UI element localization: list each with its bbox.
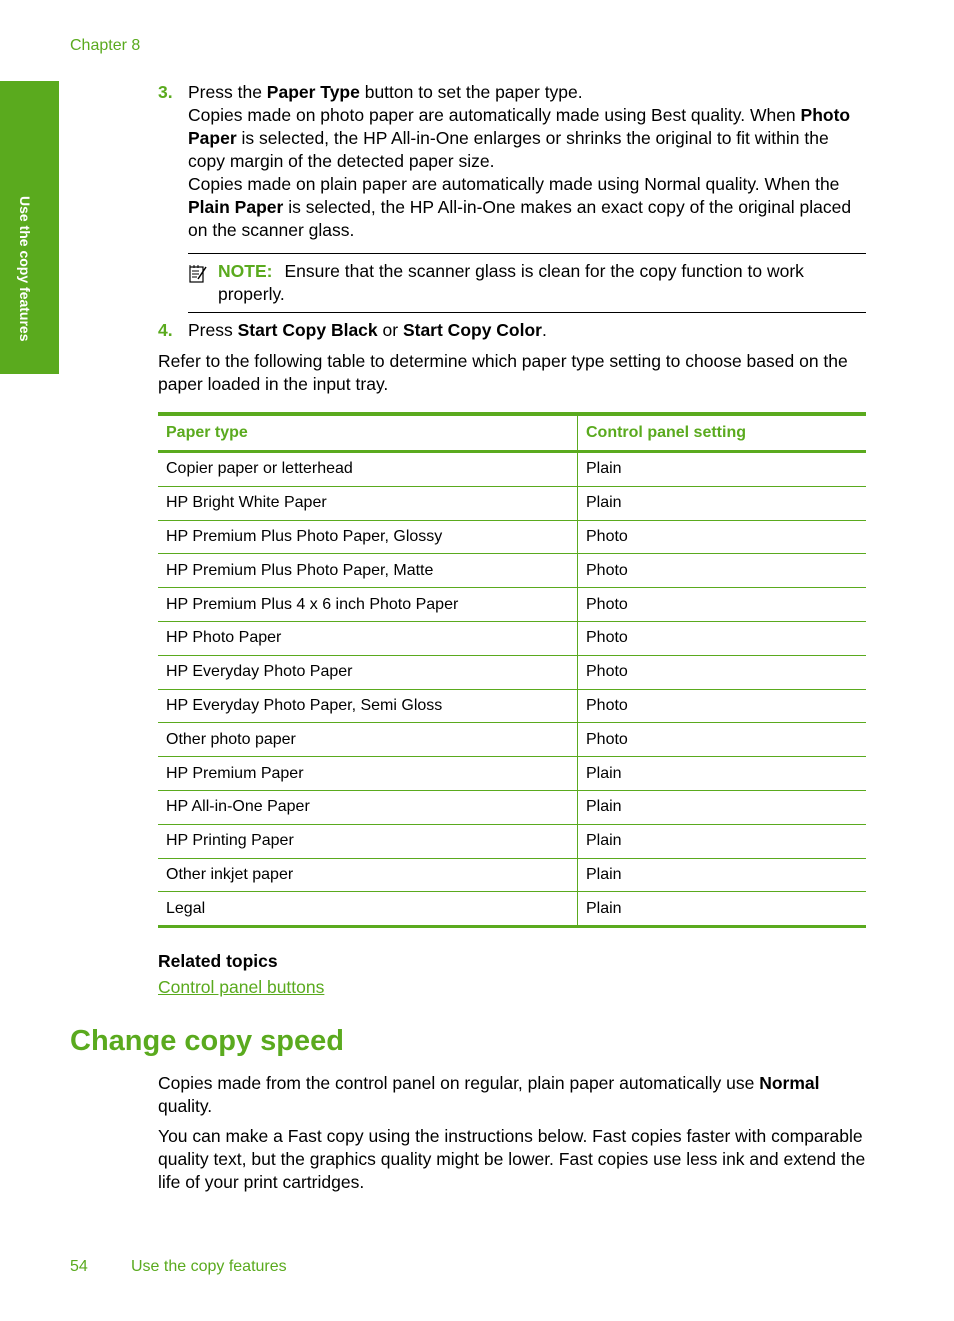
- cell-control-panel-setting: Photo: [578, 621, 867, 655]
- cell-control-panel-setting: Plain: [578, 790, 867, 824]
- side-tab-label: Use the copy features: [17, 196, 33, 342]
- step-3: [158, 81, 866, 242]
- cell-control-panel-setting: Photo: [578, 554, 867, 588]
- note-icon: [188, 264, 208, 284]
- cell-paper-type: HP All-in-One Paper: [158, 790, 578, 824]
- table-row: [158, 588, 866, 622]
- start-copy-black-ref: Start Copy Black: [237, 320, 378, 340]
- step-3-photo-paragraph: Copies made on photo paper are automatically made using Best quality. When Photo Paper is selected, the HP All-in-One enlarges or shrinks the original to fit within the copy margin of the detected paper size.: [188, 105, 851, 171]
- cell-control-panel-setting: Plain: [578, 824, 867, 858]
- cell-control-panel-setting: Plain: [586, 899, 622, 917]
- cell-paper-type: HP Photo Paper: [158, 621, 578, 655]
- section-paragraph-2: You can make a Fast copy using the instructions below. Fast copies faster with comparable quality text, but the graphics quality might be lower. Fast copies use less ink and extend the life of your print cartridges.: [158, 1126, 866, 1192]
- table-row: [158, 520, 866, 554]
- table-row: [158, 452, 866, 487]
- step-number: 4.: [158, 320, 173, 340]
- cell-paper-type: HP Premium Plus Photo Paper, Matte: [158, 554, 578, 588]
- table-row: [158, 790, 866, 824]
- cell-paper-type: HP Bright White Paper: [158, 486, 578, 520]
- note-label: NOTE:: [218, 261, 273, 281]
- cell-paper-type: HP Premium Plus 4 x 6 inch Photo Paper: [158, 588, 578, 622]
- cell-paper-type: HP Printing Paper: [158, 824, 578, 858]
- control-panel-buttons-link[interactable]: Control panel buttons: [158, 977, 325, 997]
- related-topics-title: Related topics: [158, 951, 278, 971]
- paper-type-button-ref: Paper Type: [266, 82, 360, 102]
- cell-control-panel-setting: Photo: [578, 689, 867, 723]
- note-box: [188, 253, 866, 313]
- cell-paper-type: Legal: [158, 892, 578, 927]
- cell-paper-type: HP Everyday Photo Paper: [158, 655, 578, 689]
- cell-control-panel-setting: Plain: [578, 486, 867, 520]
- table-row: [158, 486, 866, 520]
- table-row: [158, 689, 866, 723]
- cell-paper-type: Other inkjet paper: [158, 858, 578, 892]
- cell-control-panel-setting: Photo: [578, 655, 867, 689]
- table-row: [158, 554, 866, 588]
- table-row: [158, 858, 866, 892]
- cell-control-panel-setting: Plain: [578, 452, 867, 487]
- header-control-panel-setting: Control panel setting: [578, 414, 867, 452]
- cell-paper-type: Other photo paper: [158, 723, 578, 757]
- section-paragraph-1: Copies made from the control panel on regular, plain paper automatically use Normal quality.: [158, 1073, 820, 1116]
- table-row: [158, 757, 866, 791]
- table-row: [158, 892, 866, 927]
- step-4: [158, 319, 866, 342]
- table-row: [158, 824, 866, 858]
- table-row: [158, 655, 866, 689]
- step-4-line: Press Start Copy Black or Start Copy Color.: [188, 320, 547, 340]
- cell-control-panel-setting: Plain: [578, 858, 867, 892]
- cell-paper-type: HP Premium Plus Photo Paper, Glossy: [158, 520, 578, 554]
- paper-type-table: [158, 412, 866, 928]
- cell-paper-type: Copier paper or letterhead: [158, 452, 578, 487]
- step-3-plain-paragraph: Copies made on plain paper are automatically made using Normal quality. When the Plain Paper is selected, the HP All-in-One makes an exact copy of the original placed on the scanner glass.: [188, 174, 852, 240]
- cell-control-panel-setting: Photo: [578, 588, 867, 622]
- footer-title: Use the copy features: [131, 1258, 287, 1275]
- page-number: 54: [70, 1258, 88, 1275]
- table-row: [158, 621, 866, 655]
- cell-control-panel-setting: Plain: [578, 757, 867, 791]
- cell-paper-type: HP Everyday Photo Paper, Semi Gloss: [158, 689, 578, 723]
- section-title: Change copy speed: [70, 1025, 344, 1057]
- table-header-row: [158, 414, 866, 452]
- table-intro: Refer to the following table to determine which paper type setting to choose based on the paper loaded in the input tray.: [158, 351, 848, 394]
- step-3-line: Press the Paper Type button to set the paper type.: [188, 82, 583, 102]
- header-paper-type: Paper type: [158, 414, 578, 452]
- cell-control-panel-setting: Photo: [578, 723, 867, 757]
- cell-control-panel-setting: Photo: [578, 520, 867, 554]
- note-text: Ensure that the scanner glass is clean for the copy function to work properly.: [218, 261, 804, 304]
- start-copy-color-ref: Start Copy Color: [402, 320, 542, 340]
- cell-paper-type: HP Premium Paper: [158, 757, 578, 791]
- chapter-label: Chapter 8: [70, 37, 141, 54]
- step-number: 3.: [158, 82, 173, 102]
- table-row: [158, 723, 866, 757]
